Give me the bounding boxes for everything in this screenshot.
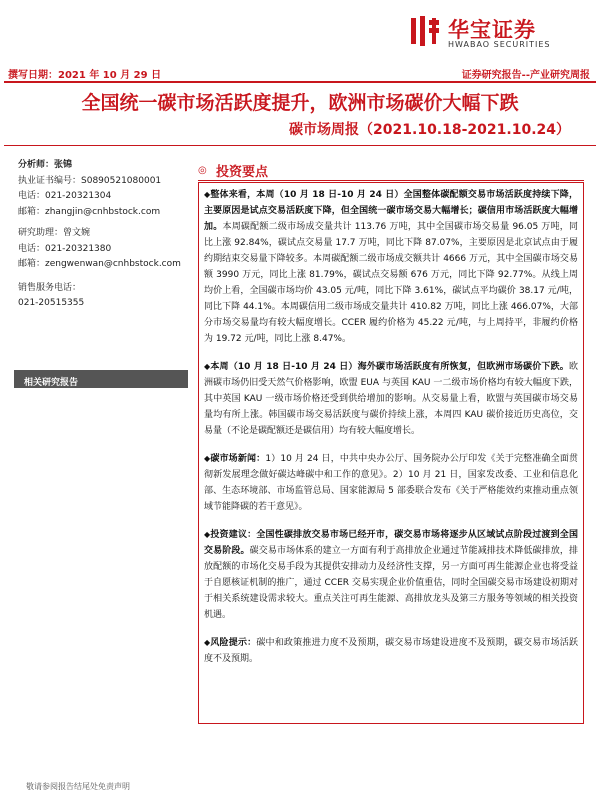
sales-label: 销售服务电话： (18, 282, 82, 293)
header-divider (4, 81, 596, 83)
bullet-diamond-icon: ◆ (204, 454, 211, 463)
section-marker-icon: ◎ (198, 164, 207, 176)
key-point-paragraph (198, 187, 584, 347)
assistant-name: 研究助理：曾文婉 (18, 228, 91, 238)
key-points (198, 160, 584, 679)
assistant-email[interactable]: 邮箱：zengwenwan@cnhbstock.com (18, 259, 181, 269)
analyst-cert: 执业证书编号：S0890521080001 (18, 175, 162, 186)
analyst-email[interactable]: 邮箱：zhangjin@cnhbstock.com (18, 206, 161, 217)
key-point-body: 欧洲碳市场仍旧受天然气价格影响，欧盟 EUA 与英国 KAU 一二级市场价格均有较大幅度下跌，其中英国 KAU 一级市场价格还受到供给增加的影响。从交易量上看，欧盟与英国碳市场交易量均有所上涨。韩国碳市场交易活跃度与碳价持续上涨，本周四 KAU 碳价接近历史高位，交易量（不论是碳配额还是碳信用）均有较大幅度增长。 (204, 362, 578, 436)
analyst-name: 分析师：张锦 (18, 160, 73, 170)
key-point-paragraph (198, 635, 584, 667)
report-date: 撰写日期：2021 年 10 月 29 日 (8, 70, 162, 81)
logo-text-en: HWABAO SECURITIES (448, 40, 551, 49)
analyst-info (18, 158, 183, 312)
analyst-phone: 电话：021-20321304 (18, 191, 112, 201)
logo-text-cn: 华宝证券 (448, 18, 536, 42)
bullet-diamond-icon: ◆ (204, 530, 211, 539)
disclaimer-note: 敬请参阅报告结尾处免责声明 (26, 782, 130, 791)
key-point-paragraph (198, 527, 584, 623)
title-divider (4, 145, 596, 146)
key-point-lead: 风险提示： (210, 638, 257, 648)
key-point-lead: 本周（10 月 18 日-10 月 24 日）海外碳市场活跃度有所恢复，但欧洲市场碳价下跌。 (210, 362, 569, 372)
report-subtitle: 碳市场周报（2021.10.18-2021.10.24） (289, 122, 570, 138)
key-point-paragraph (198, 451, 584, 515)
assistant-phone: 电话：021-20321380 (18, 243, 112, 254)
bullet-diamond-icon: ◆ (204, 190, 211, 199)
key-point-body: 1）10 月 24 日，中共中央办公厅、国务院办公厅印发《关于完整准确全面贯彻新发展理念做好碳达峰碳中和工作的意见》。2）10 月 21 日，国家发改委、工业和信息化部、生态环境部、市场监管总局、国家能源局 5 部委联合发布《关于严格能效约束推动重点领域节能降碳的若干意见》。 (204, 454, 578, 512)
report-meta-bar (0, 66, 600, 80)
sales-phone: 021-20515355 (18, 298, 85, 308)
key-point-lead: 整体来看，本周（10 月 18 日-10 月 24 日）全国整体碳配额交易市场活跃度持续下降，主要原因是试点交易活跃度下降，但全国统一碳市场交易大幅增长；碳信用市场活跃度大幅增加。 (204, 190, 578, 232)
related-reports-header (14, 370, 188, 388)
key-point-body: 碳中和政策推进力度不及预期，碳交易市场建设进度不及预期，碳交易市场活跃度不及预期。 (204, 638, 578, 664)
key-point-paragraph (198, 359, 584, 439)
key-point-body: 碳交易市场体系的建立一方面有利于高排放企业通过节能减排技术降低碳排放，排放配额的市场化交易手段为其提供安排动力及经济性支撑，另一方面可再生能源企业也将受益于自愿核证机制的推广，通过 CCER 交易实现企业价值重估，同时全国碳交易市场建设初期对于相关系统建设需求较大。重点关注可再生能源、高排放龙头及第三方服务等领域的相关投资机遇。 (204, 546, 578, 620)
bullet-diamond-icon: ◆ (204, 362, 211, 371)
report-type: 证券研究报告--产业研究周报 (461, 70, 590, 81)
key-point-lead: 投资建议：全国性碳排放交易市场已经开市，碳交易市场将逐步从区域试点阶段过渡到全国交易阶段。 (204, 530, 578, 556)
section-title: 投资要点 (216, 164, 269, 180)
hwabao-logo-icon (408, 14, 442, 48)
report-title: 全国统一碳市场活跃度提升，欧洲市场碳价大幅下跌 (81, 92, 519, 114)
related-reports-label: 相关研究报告 (24, 378, 79, 388)
section-header (198, 160, 584, 181)
key-point-body: 本周碳配额二级市场成交量共计 113.76 万吨，其中全国碳市场交易量 96.05 万吨，同比上涨 92.84%，碳试点交易量 17.7 万吨，同比下降 87.07%，主要原因是北京试点由于履约期结束交易量下降较多。本周碳配额二级市场成交额共计 4666 万元，其中全国碳市场交易额 3990 万元，同比上涨 81.79%，碳试点交易额 676 万元，同比下降 92.77%。从线上周均价上看，全国碳市场均价 43.05 元/吨，同比下降 3.61%，碳试点平均碳价 38.17 元/吨，同比下降 44.1%。本周碳信用二级市场成交量共计 410.82 万吨，同比上涨 466.07%，大部分市场交易量均有较大幅度增长。CCER 履约价格为 45.22 元/吨，与上周持平，非履约价格为 19.72 元/吨，同比上涨 8.47%。 (204, 222, 578, 344)
company-logo (408, 12, 578, 52)
bullet-diamond-icon: ◆ (204, 638, 211, 647)
key-point-lead: 碳市场新闻： (210, 454, 266, 464)
